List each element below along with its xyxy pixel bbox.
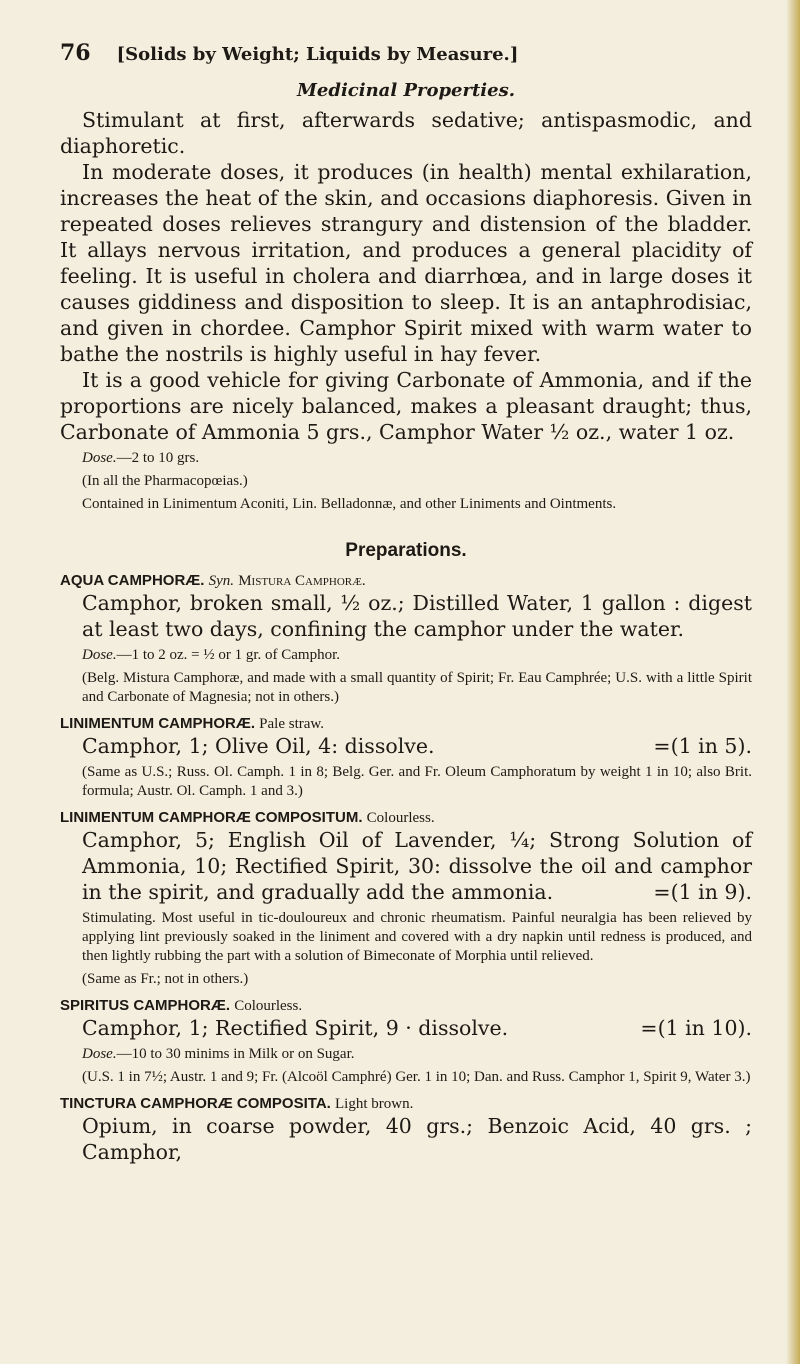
preparation-name: LINIMENTUM CAMPHORÆ COMPOSITUM. <box>60 809 363 826</box>
pharmacopoeias-note: (In all the Pharmacopœias.) <box>82 473 248 489</box>
preparation-entry <box>60 572 752 707</box>
medicinal-body <box>60 107 752 445</box>
preparation-name: SPIRITUS CAMPHORÆ. <box>60 997 231 1014</box>
preparation-formula: Camphor, 5; English Oil of Lavender, ¼; Strong Solution of Ammonia, 10; Rectified Spirit, 30: dissolve the oil and camphor in the spirit, and gradually add the ammonia. <box>82 828 752 904</box>
preparation-formula: Camphor, broken small, ½ oz.; Distilled Water, 1 gallon : digest at least two days, confining the camphor under the water. <box>82 591 752 641</box>
preparation-usage: Stimulating. Most useful in tic-douloureux and chronic rheumatism. Painful neuralgia has been relieved by applying lint previously soaked in the liniment and covered with a dry napkin until redness is produced, and then lightly rubbing the part with a solution of Bimeconate of Morphia until relieved. <box>82 910 752 964</box>
paragraph: It is a good vehicle for giving Carbonate of Ammonia, and if the proportions are nicely balanced, makes a pleasant draught; thus, Carbonate of Ammonia 5 grs., Camphor Water ½ oz., water 1 oz. <box>60 368 752 444</box>
preparation-entry <box>60 809 752 989</box>
dose-text: —1 to 2 oz. = ½ or 1 gr. of Camphor. <box>116 647 341 663</box>
running-header <box>60 40 752 66</box>
dose-line <box>60 646 752 665</box>
preparation-entry <box>60 997 752 1087</box>
dose-text: —10 to 30 minims in Milk or on Sugar. <box>116 1046 355 1062</box>
paragraph: Stimulant at first, afterwards sedative; antispasmodic, and diaphoretic. <box>60 108 752 158</box>
preparations-title: Preparations. <box>345 540 467 561</box>
dose-label: Dose. <box>82 1046 117 1062</box>
paragraph: In moderate doses, it produces (in health) mental exhilaration, increases the heat of the skin, and occasions diaphoresis. Given in repeated doses relieves strangury and distension of the bladder. It allays nervous irritation, and produces a general placidity of feeling. It is useful in cholera and diarrhœa, and in large doses it causes giddiness and disposition to sleep. It is an antaphrodisiac, and given in chordee. Camphor Spirit mixed with warm water to bathe the nostrils is highly useful in hay fever. <box>60 160 752 366</box>
dose-label: Dose. <box>82 450 117 466</box>
preparation-formula: Camphor, 1; Olive Oil, 4: dissolve. <box>82 734 435 758</box>
preparation-ratio: =(1 in 10). <box>640 1016 752 1040</box>
dose-text: —2 to 10 grs. <box>116 450 200 466</box>
synonym-value: Mistura Camphoræ. <box>238 573 366 589</box>
preparation-name: AQUA CAMPHORÆ. <box>60 572 205 589</box>
preparation-entry <box>60 715 752 801</box>
dose-line <box>60 1045 752 1064</box>
page-edge-shadow <box>786 0 800 1364</box>
dose-label: Dose. <box>82 647 117 663</box>
preparation-ratio: =(1 in 9). <box>653 880 752 904</box>
dose-line <box>60 449 752 468</box>
preparation-description: Colourless. <box>234 998 303 1014</box>
preparation-description: Light brown. <box>335 1096 414 1112</box>
preparation-note: (Same as U.S.; Russ. Ol. Camph. 1 in 8; Belg. Ger. and Fr. Oleum Camphoratum by weight 1 in 10; also Brit. formula; Austr. Ol. Camph. 1 and 3.) <box>82 764 752 799</box>
preparation-note: (U.S. 1 in 7½; Austr. 1 and 9; Fr. (Alcoöl Camphré) Ger. 1 in 10; Dan. and Russ. Camphor 1, Spirit 9, Water 3.) <box>82 1069 751 1085</box>
preparation-note: (Belg. Mistura Camphoræ, and made with a small quantity of Spirit; Fr. Eau Camphrée; U.S. with a little Spirit and Carbonate of Magnesia; not in others.) <box>82 670 752 705</box>
preparation-description: Colourless. <box>366 810 435 826</box>
preparation-formula: Camphor, 1; Rectified Spirit, 9 · dissolve. <box>82 1016 509 1040</box>
preparation-entry <box>60 1095 752 1165</box>
preparation-note: (Same as Fr.; not in others.) <box>82 971 249 987</box>
preparation-ratio: =(1 in 5). <box>653 734 752 758</box>
synonym-label: Syn. <box>208 573 235 589</box>
running-title: [Solids by Weight; Liquids by Measure.] <box>116 44 519 65</box>
preparation-description: Pale straw. <box>259 716 325 732</box>
preparation-name: LINIMENTUM CAMPHORÆ. <box>60 715 255 732</box>
contained-note: Contained in Linimentum Aconiti, Lin. Belladonnæ, and other Liniments and Ointments. <box>82 496 617 512</box>
page <box>60 40 752 1165</box>
preparation-formula: Opium, in coarse powder, 40 grs.; Benzoic Acid, 40 grs. ; Camphor, <box>82 1114 752 1164</box>
medicinal-properties-title: Medicinal Properties. <box>296 80 515 101</box>
preparation-name: TINCTURA CAMPHORÆ COMPOSITA. <box>60 1095 331 1112</box>
page-number: 76 <box>60 40 91 66</box>
